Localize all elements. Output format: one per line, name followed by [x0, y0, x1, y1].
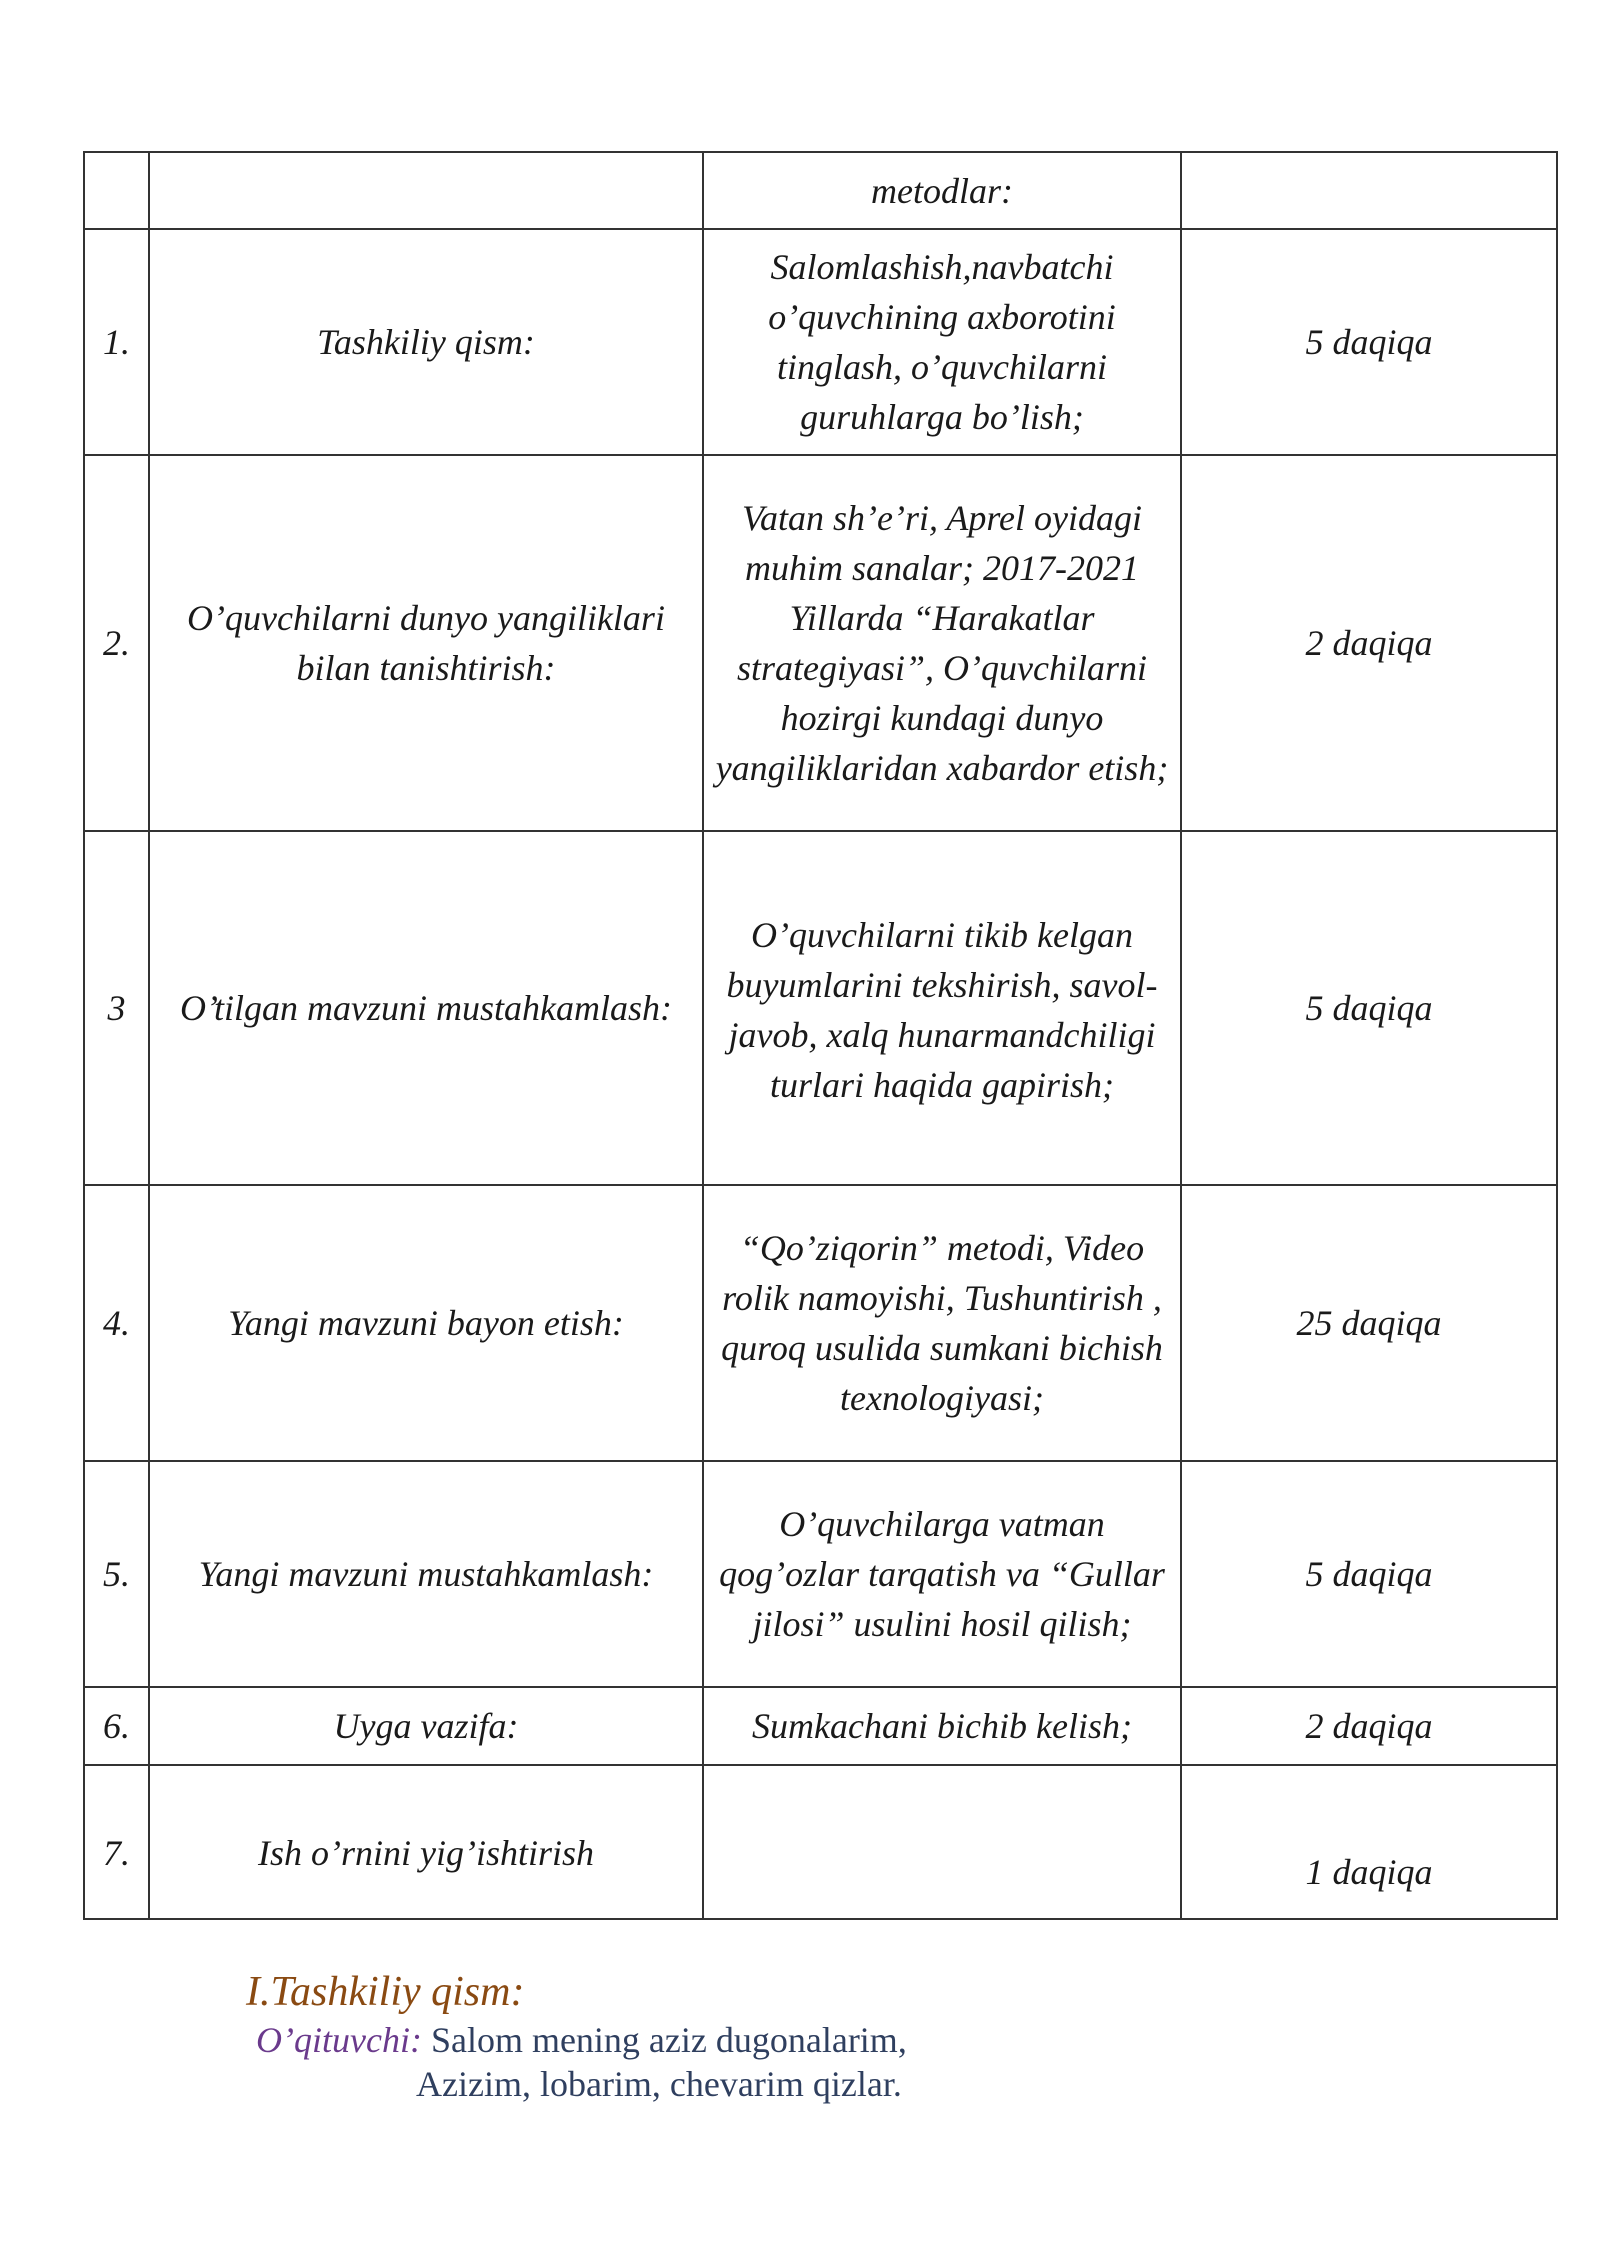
cell-stage: Ish o’rnini yig’ishtirish [149, 1765, 703, 1919]
cell-methods: Vatan sh’e’ri, Aprel oyidagi muhim sanalar; 2017-2021 Yillarda “Harakatlar strategiyasi”, O’quvchilarni hozirgi kundagi dunyo yangiliklaridan xabardor etish; [703, 455, 1181, 831]
table-row [84, 831, 1557, 1185]
cell-time: 5 daqiqa [1181, 1461, 1557, 1687]
cell-methods: Sumkachani bichib kelish; [703, 1687, 1181, 1765]
cell-num: 4. [84, 1185, 149, 1461]
cell-time: 5 daqiqa [1181, 831, 1557, 1185]
cell-stage: O’tilgan mavzuni mustahkamlash: [149, 831, 703, 1185]
cell-num: 1. [84, 229, 149, 455]
cell-stage: Yangi mavzuni mustahkamlash: [149, 1461, 703, 1687]
cell-stage [149, 152, 703, 229]
table-row-header [84, 152, 1557, 229]
cell-stage: Tashkiliy qism: [149, 229, 703, 455]
cell-time: 5 daqiqa [1181, 229, 1557, 455]
cell-time: 2 daqiqa [1181, 1687, 1557, 1765]
cell-time [1181, 152, 1557, 229]
table-row [84, 1687, 1557, 1765]
cell-stage: Yangi mavzuni bayon etish: [149, 1185, 703, 1461]
cell-time: 2 daqiqa [1181, 455, 1557, 831]
table-row [84, 455, 1557, 831]
cell-methods: Salomlashish,navbatchi o’quvchining axborotini tinglash, o’quvchilarni guruhlarga bo’lish; [703, 229, 1181, 455]
table-row [84, 1461, 1557, 1687]
cell-num: 6. [84, 1687, 149, 1765]
table-row [84, 1185, 1557, 1461]
cell-num: 5. [84, 1461, 149, 1687]
table-row [84, 229, 1557, 455]
cell-num: 3 [84, 831, 149, 1185]
speaker-label: O’qituvchi: [256, 2020, 422, 2060]
lesson-plan-table [83, 151, 1558, 1920]
cell-methods: O’quvchilarni tikib kelgan buyumlarini tekshirish, savol- javob, xalq hunarmandchiligi turlari haqida gapirish; [703, 831, 1181, 1185]
cell-stage: O’quvchilarni dunyo yangiliklari bilan tanishtirish: [149, 455, 703, 831]
cell-num: 7. [84, 1765, 149, 1919]
dialog-line-2: Azizim, lobarim, chevarim qizlar. [416, 2064, 902, 2104]
cell-methods: metodlar: [703, 152, 1181, 229]
cell-num [84, 152, 149, 229]
cell-num: 2. [84, 455, 149, 831]
table-row [84, 1765, 1557, 1919]
cell-methods: O’quvchilarga vatman qog’ozlar tarqatish va “Gullar jilosi” usulini hosil qilish; [703, 1461, 1181, 1687]
cell-methods: “Qo’ziqorin” metodi, Video rolik namoyishi, Tushuntirish , quroq usulida sumkani bichish texnologiyasi; [703, 1185, 1181, 1461]
dialog-line-1 [256, 2018, 907, 2062]
cell-methods [703, 1765, 1181, 1919]
cell-time: 25 daqiqa [1181, 1185, 1557, 1461]
dialog-text-1: Salom mening aziz dugonalarim, [421, 2020, 907, 2060]
section-title: I.Tashkiliy qism: [246, 1969, 525, 2015]
cell-stage: Uyga vazifa: [149, 1687, 703, 1765]
cell-time: 1 daqiqa [1181, 1765, 1557, 1919]
